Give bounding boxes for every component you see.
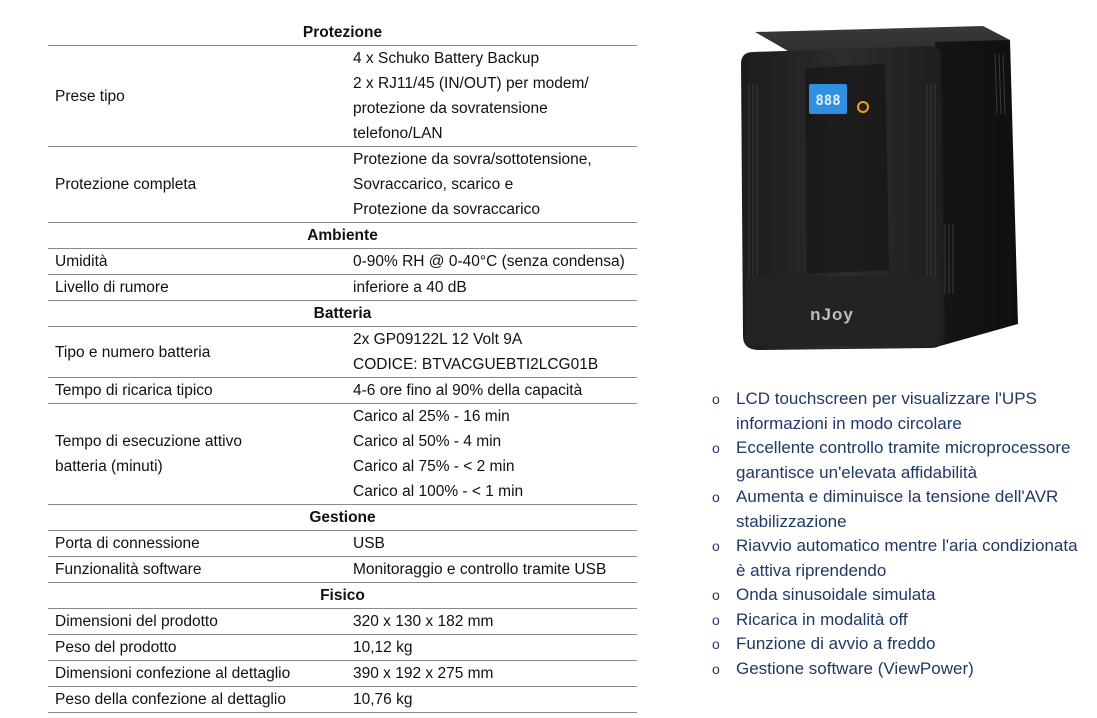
spec-row — [48, 609, 637, 635]
spec-row — [48, 661, 637, 687]
spec-value — [347, 635, 637, 661]
section-header — [48, 583, 637, 609]
feature-text: Ricarica in modalità off — [736, 609, 908, 629]
circle-bullet-icon: o — [712, 587, 720, 603]
spec-row — [48, 635, 637, 661]
spec-value — [347, 249, 637, 275]
spec-label: Funzionalità software — [48, 557, 347, 583]
spec-row — [48, 147, 637, 223]
spec-label: Dimensioni confezione al dettaglio — [48, 661, 347, 687]
spec-row — [48, 249, 637, 275]
section-title: Gestione — [309, 509, 376, 526]
section-header — [48, 223, 637, 249]
spec-value-line: Carico al 50% - 4 min — [353, 433, 502, 450]
feature-text: Aumenta e diminuisce la tensione dell'AVR stabilizzazione — [736, 487, 1059, 531]
spec-label: Porta di connessione — [48, 531, 347, 557]
feature-text: Funzione di avvio a freddo — [736, 634, 936, 653]
spec-row — [48, 687, 637, 713]
spec-row — [48, 46, 637, 147]
spec-value — [347, 46, 637, 147]
spec-row — [48, 404, 637, 505]
spec-row — [48, 275, 637, 301]
spec-value-line: protezione da sovratensione — [353, 100, 548, 117]
spec-label: Protezione completa — [48, 147, 347, 223]
section-title: Fisico — [320, 587, 365, 604]
feature-list — [712, 387, 1082, 681]
spec-value — [347, 275, 637, 301]
feature-text: Onda sinusoidale simulata — [736, 585, 936, 604]
spec-value — [347, 661, 637, 687]
ups-product-image — [735, 24, 1025, 354]
spec-row — [48, 557, 637, 583]
spec-value — [347, 609, 637, 635]
feature-item — [712, 583, 1082, 608]
spec-label: Dimensioni del prodotto — [48, 609, 347, 635]
spec-value-line: Protezione da sovra/sottotensione, — [353, 151, 592, 168]
section-header — [48, 301, 637, 327]
spec-value-line: 2x GP09122L 12 Volt 9A — [353, 331, 523, 348]
feature-text: Gestione software (ViewPower) — [736, 658, 974, 678]
spec-label: Livello di rumore — [48, 275, 347, 301]
brand-logo: nJoy — [810, 305, 854, 324]
feature-item — [712, 632, 1082, 657]
spec-label: Peso del prodotto — [48, 635, 347, 661]
section-header — [48, 505, 637, 531]
feature-item — [712, 534, 1082, 583]
spec-row — [48, 378, 637, 404]
spec-value — [347, 557, 637, 583]
spec-label: Tempo di esecuzione attivo batteria (minuti) — [48, 404, 347, 505]
section-title: Protezione — [302, 24, 383, 41]
spec-label: Umidità — [48, 249, 347, 275]
spec-value-line: CODICE: BTVACGUEBTI2LCG01B — [353, 356, 599, 373]
spec-value-line: USB — [353, 535, 385, 552]
spec-value — [347, 147, 637, 223]
spec-row — [48, 327, 637, 378]
feature-text: LCD touchscreen per visualizzare l'UPS informazioni in modo circolare — [736, 389, 1037, 433]
feature-item — [712, 387, 1082, 436]
spec-value — [347, 327, 637, 378]
spec-value — [347, 378, 637, 404]
spec-value-line: 2 x RJ11/45 (IN/OUT) per modem/ — [353, 75, 589, 92]
spec-table — [48, 20, 637, 713]
spec-value-line: Carico al 25% - 16 min — [353, 408, 510, 425]
lcd-digits: 888 — [815, 93, 841, 109]
feature-item — [712, 485, 1082, 534]
spec-value-line: Sovraccarico, scarico e — [353, 176, 514, 193]
spec-value-line: telefono/LAN — [353, 125, 443, 142]
spec-value — [347, 404, 637, 505]
section-title: Ambiente — [307, 227, 378, 244]
feature-item — [712, 657, 1082, 682]
spec-value-line: Carico al 75% - < 2 min — [353, 458, 515, 475]
circle-bullet-icon: o — [712, 660, 720, 677]
feature-item — [712, 436, 1082, 485]
circle-bullet-icon: o — [712, 611, 720, 628]
circle-bullet-icon: o — [712, 391, 720, 407]
circle-bullet-icon: o — [712, 538, 720, 554]
spec-value-line: 10,12 kg — [353, 639, 413, 656]
spec-label: Tipo e numero batteria — [48, 327, 347, 378]
spec-value — [347, 531, 637, 557]
spec-value-line: Monitoraggio e controllo tramite USB — [353, 561, 607, 578]
circle-bullet-icon: o — [712, 489, 720, 505]
spec-value-line: 390 x 192 x 275 mm — [353, 665, 494, 682]
feature-text: Eccellente controllo tramite microprocessore garantisce un'elevata affidabilità — [736, 438, 1071, 482]
spec-value-line: 0-90% RH @ 0-40°C (senza condensa) — [353, 253, 625, 270]
feature-item — [712, 608, 1082, 633]
spec-value-line: Carico al 100% - < 1 min — [353, 483, 524, 500]
section-title: Batteria — [313, 305, 372, 322]
spec-label: Peso della confezione al dettaglio — [48, 687, 347, 713]
spec-label: Prese tipo — [48, 46, 347, 147]
spec-value-line: 320 x 130 x 182 mm — [353, 613, 494, 630]
spec-value-line: 10,76 kg — [353, 691, 413, 708]
feature-text: Riavvio automatico mentre l'aria condizionata è attiva riprendendo — [736, 536, 1078, 580]
circle-bullet-icon: o — [712, 636, 720, 652]
spec-value-line: 4-6 ore fino al 90% della capacità — [353, 382, 583, 399]
circle-bullet-icon: o — [712, 440, 720, 456]
spec-value-line: 4 x Schuko Battery Backup — [353, 50, 540, 67]
spec-value-line: Protezione da sovraccarico — [353, 201, 540, 218]
spec-value — [347, 687, 637, 713]
spec-label: Tempo di ricarica tipico — [48, 378, 347, 404]
ups-body — [741, 26, 1018, 350]
spec-row — [48, 531, 637, 557]
section-header — [48, 20, 637, 46]
spec-value-line: inferiore a 40 dB — [353, 279, 467, 296]
power-button-icon — [858, 102, 868, 112]
